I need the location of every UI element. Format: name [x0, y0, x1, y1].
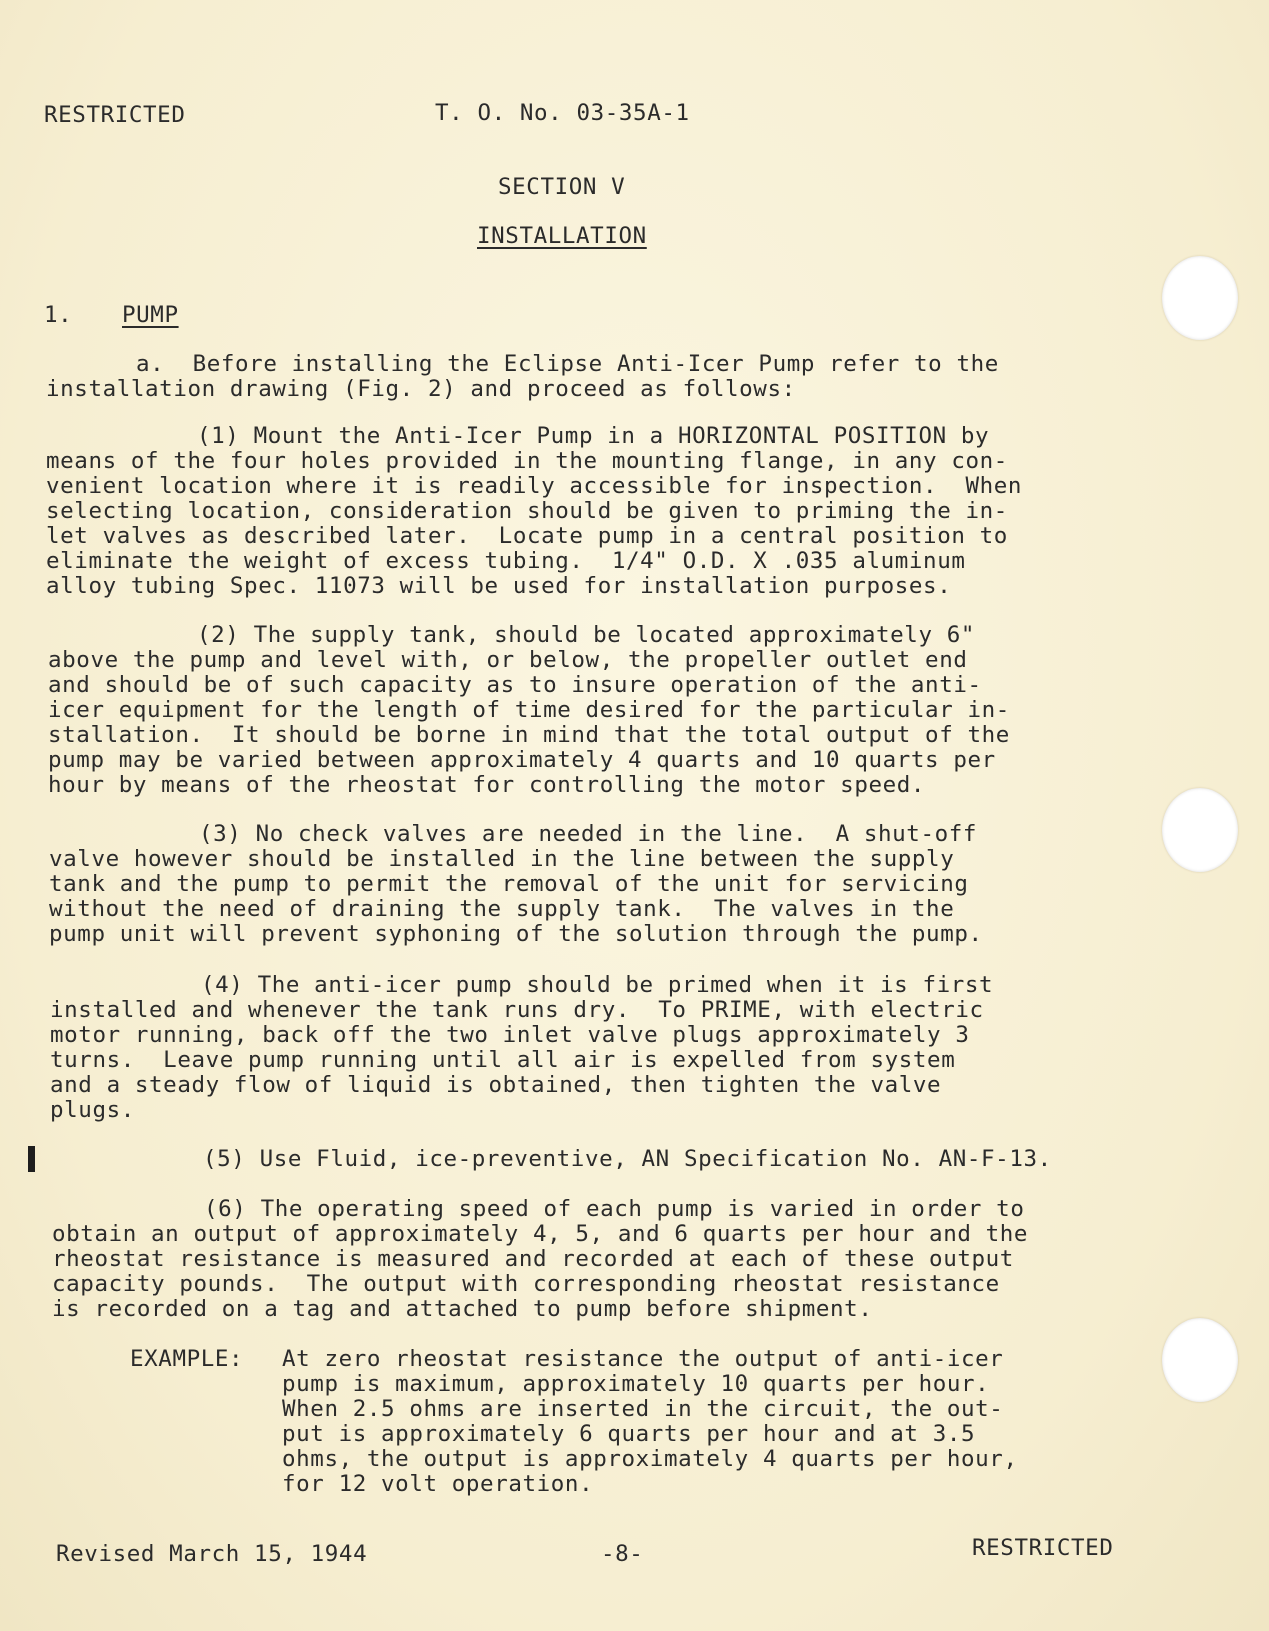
- item-2-line-4: icer equipment for the length of time desired for the particular in-: [48, 697, 1010, 723]
- item-3-line-4: without the need of draining the supply tank. The valves in the: [49, 896, 955, 922]
- example-label: EXAMPLE:: [130, 1346, 244, 1372]
- example-line-2: pump is maximum, approximately 10 quarts per hour.: [282, 1371, 990, 1397]
- item-1-line-4: selecting location, consideration should be given to priming the in-: [46, 498, 1008, 524]
- header-to-number: T. O. No. 03-35A-1: [435, 100, 690, 126]
- revision-margin-bar: [28, 1146, 35, 1172]
- punch-hole-bottom: [1162, 1318, 1238, 1402]
- section-number: SECTION V: [498, 174, 626, 200]
- item-1-line-7: alloy tubing Spec. 11073 will be used for installation purposes.: [46, 573, 952, 599]
- header-classification: RESTRICTED: [44, 102, 186, 128]
- example-line-6: for 12 volt operation.: [282, 1471, 594, 1497]
- item-1-line-3: venient location where it is readily accessible for inspection. When: [46, 473, 1023, 499]
- item-6-line-2: obtain an output of approximately 4, 5, and 6 quarts per hour and the: [52, 1221, 1029, 1247]
- punch-hole-top: [1162, 256, 1238, 340]
- item-3-line-5: pump unit will prevent syphoning of the solution through the pump.: [49, 921, 983, 947]
- item-4-line-1: (4) The anti-icer pump should be primed when it is first: [201, 972, 994, 998]
- heading-title: PUMP: [122, 302, 179, 328]
- item-1-line-2: means of the four holes provided in the mounting flange, in any con-: [46, 448, 1008, 474]
- item-1-line-5: let valves as described later. Locate pump in a central position to: [46, 523, 1008, 549]
- example-line-5: ohms, the output is approximately 4 quarts per hour,: [282, 1446, 1018, 1472]
- item-4-line-5: and a steady flow of liquid is obtained, then tighten the valve: [50, 1072, 942, 1098]
- item-2-line-3: and should be of such capacity as to insure operation of the anti-: [48, 672, 982, 698]
- item-4-line-4: turns. Leave pump running until all air is expelled from system: [50, 1047, 956, 1073]
- item-4-line-2: installed and whenever the tank runs dry. To PRIME, with electric: [50, 997, 984, 1023]
- item-2-line-7: hour by means of the rheostat for controlling the motor speed.: [48, 772, 926, 798]
- item-3-line-2: valve however should be installed in the line between the supply: [49, 846, 955, 872]
- item-6-line-5: is recorded on a tag and attached to pump before shipment.: [52, 1296, 873, 1322]
- item-5-line-1: (5) Use Fluid, ice-preventive, AN Specification No. AN-F-13.: [203, 1146, 1052, 1172]
- para-a-line-2: installation drawing (Fig. 2) and proceed as follows:: [46, 376, 796, 402]
- item-3-line-3: tank and the pump to permit the removal of the unit for servicing: [49, 871, 969, 897]
- item-2-line-6: pump may be varied between approximately 4 quarts and 10 quarts per: [48, 747, 996, 773]
- para-a-line-1: a. Before installing the Eclipse Anti-Icer Pump refer to the: [136, 351, 999, 377]
- item-3-line-1: (3) No check valves are needed in the line. A shut-off: [199, 821, 978, 847]
- footer-classification: RESTRICTED: [972, 1535, 1114, 1561]
- item-4-line-6: plugs.: [50, 1097, 135, 1123]
- example-line-3: When 2.5 ohms are inserted in the circuit, the out-: [282, 1396, 1004, 1422]
- footer-revised-date: Revised March 15, 1944: [56, 1541, 368, 1567]
- item-6-line-3: rheostat resistance is measured and recorded at each of these output: [52, 1246, 1014, 1272]
- item-6-line-1: (6) The operating speed of each pump is varied in order to: [204, 1196, 1025, 1222]
- item-1-line-6: eliminate the weight of excess tubing. 1/4" O.D. X .035 aluminum: [46, 548, 966, 574]
- item-2-line-1: (2) The supply tank, should be located approximately 6": [197, 622, 976, 648]
- item-4-line-3: motor running, back off the two inlet valve plugs approximately 3: [50, 1022, 970, 1048]
- example-line-4: put is approximately 6 quarts per hour and at 3.5: [282, 1421, 976, 1447]
- item-1-line-1: (1) Mount the Anti-Icer Pump in a HORIZONTAL POSITION by: [197, 423, 990, 449]
- item-2-line-2: above the pump and level with, or below, the propeller outlet end: [48, 647, 968, 673]
- item-2-line-5: stallation. It should be borne in mind that the total output of the: [48, 722, 1010, 748]
- section-title: INSTALLATION: [477, 223, 647, 249]
- heading-number: 1.: [44, 302, 73, 328]
- footer-page-number: -8-: [601, 1541, 644, 1567]
- example-line-1: At zero rheostat resistance the output of anti-icer: [282, 1346, 1004, 1372]
- item-6-line-4: capacity pounds. The output with corresponding rheostat resistance: [52, 1271, 1000, 1297]
- punch-hole-middle: [1162, 788, 1238, 872]
